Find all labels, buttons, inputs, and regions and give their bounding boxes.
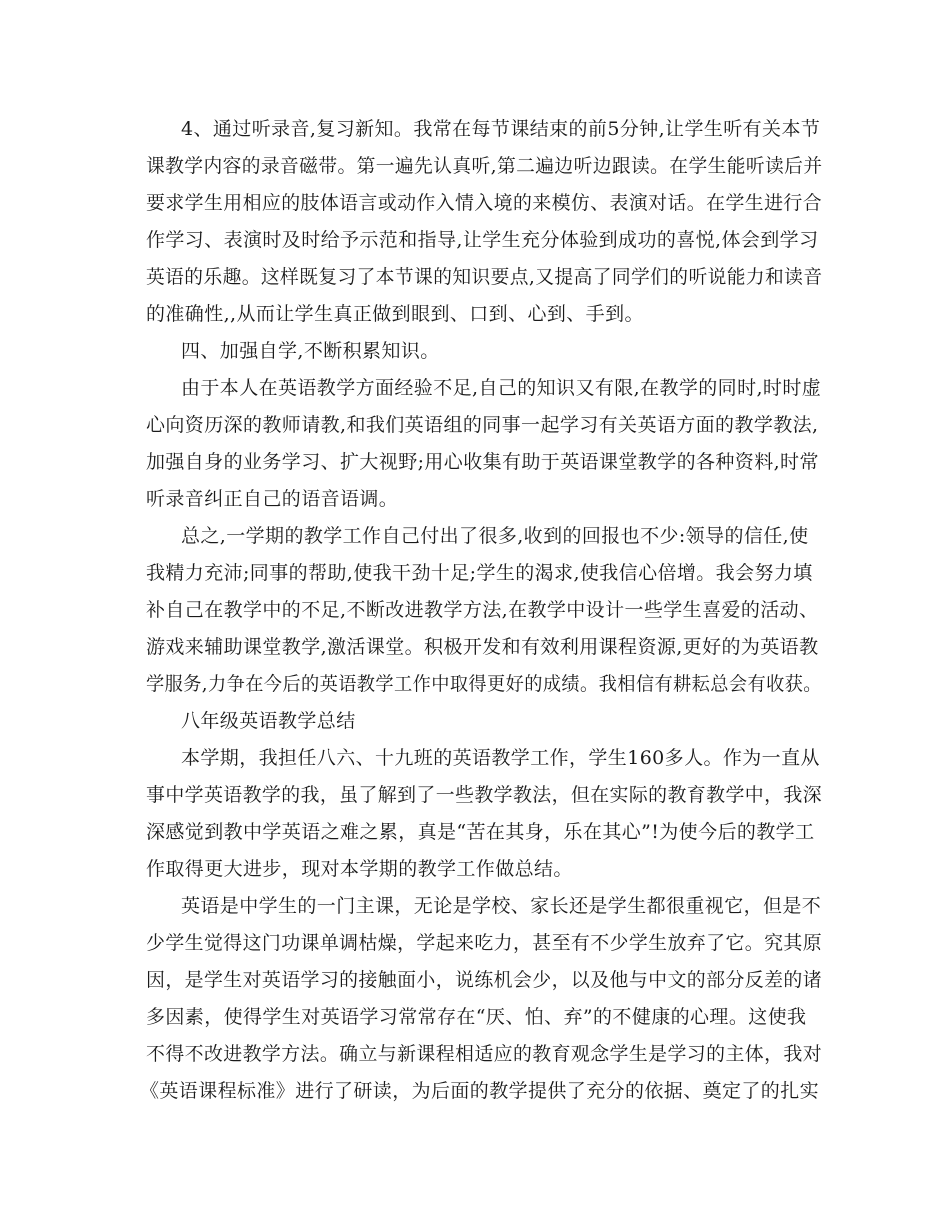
text-line: 心向资历深的教师请教,和我们英语组的同事一起学习有关英语方面的教学教法, <box>146 414 819 436</box>
text-line: 加强自身的业务学习、扩大视野;用心收集有助于英语课堂教学的各种资料,时常 <box>146 451 819 473</box>
text-line: 总之,一学期的教学工作自己付出了很多,收到的回报也不少:领导的信任,使 <box>181 525 809 547</box>
text-line: 作学习、表演时及时给予示范和指导,让学生充分体验到成功的喜悦,体会到学习 <box>146 229 819 251</box>
text-line: 4、通过听录音,复习新知。我常在每节课结束的前5分钟,让学生听有关本节 <box>181 118 821 140</box>
text-line: 多因素，使得学生对英语学习常常存在“厌、怕、弃”的不健康的心理。这使我 <box>146 1006 807 1028</box>
text-line: 英语的乐趣。这样既复习了本节课的知识要点,又提高了同学们的听说能力和读音 <box>146 266 823 288</box>
text-line: 深感觉到教中学英语之难之累，真是“苦在其身，乐在其心”!为使今后的教学工 <box>146 821 815 843</box>
text-line: 作取得更大进步，现对本学期的教学工作做总结。 <box>146 858 573 880</box>
text-line: 要求学生用相应的肢体语言或动作入情入境的来模仿、表演对话。在学生进行合 <box>146 192 823 214</box>
text-line: 英语是中学生的一门主课，无论是学校、家长还是学生都很重视它，但是不 <box>181 895 822 917</box>
text-line: 由于本人在英语教学方面经验不足,自己的知识又有限,在教学的同时,时时虚 <box>181 377 822 399</box>
text-line: 课教学内容的录音磁带。第一遍先认真听,第二遍边听边跟读。在学生能听读后并 <box>146 155 823 177</box>
text-line: 《英语课程标准》进行了研读，为后面的教学提供了充分的依据、奠定了的扎实 <box>140 1080 820 1102</box>
text-line: 听录音纠正自己的语音语调。 <box>146 488 399 510</box>
text-line: 少学生觉得这门功课单调枯燥，学起来吃力，甚至有不少学生放弃了它。究其原 <box>146 932 823 954</box>
text-line: 的准确性,,从而让学生真正做到眼到、口到、心到、手到。 <box>146 303 644 325</box>
text-line: 学服务,力争在今后的英语教学工作中取得更好的成绩。我相信有耕耘总会有收获。 <box>146 673 822 695</box>
section-title: 八年级英语教学总结 <box>181 710 356 732</box>
text-line: 事中学英语教学的我，虽了解到了一些教学教法，但在实际的教育教学中，我深 <box>146 784 823 806</box>
text-line: 我精力充沛;同事的帮助,使我干劲十足;学生的渴求,使我信心倍增。我会努力填 <box>146 562 813 584</box>
text-line: 因，是学生对英语学习的接触面小，说练机会少，以及他与中文的部分反差的诸 <box>146 969 823 991</box>
section-heading: 四、加强自学,不断积累知识。 <box>181 340 440 362</box>
text-line: 游戏来辅助课堂教学,激活课堂。积极开发和有效利用课程资源,更好的为英语教 <box>146 636 819 658</box>
text-line: 不得不改进教学方法。确立与新课程相适应的教育观念学生是学习的主体，我对 <box>146 1043 823 1065</box>
text-line: 补自己在教学中的不足,不断改进教学方法,在教学中设计一些学生喜爱的活动、 <box>146 599 819 621</box>
text-line: 本学期，我担任八六、十九班的英语教学工作，学生160多人。作为一直从 <box>181 747 820 769</box>
